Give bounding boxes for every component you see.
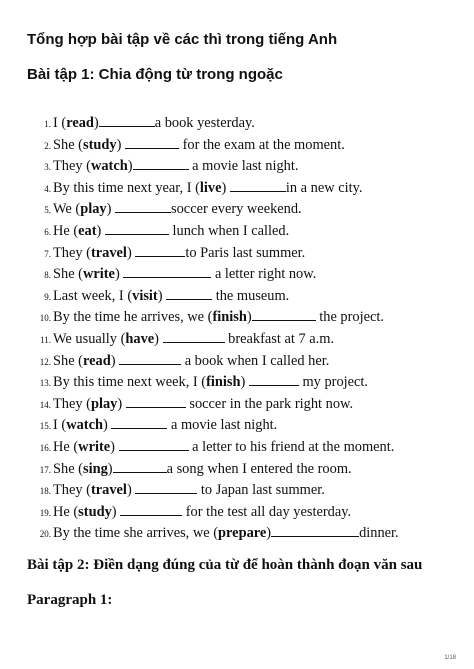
exercise-suffix: a letter right now. [211, 266, 317, 283]
exercise-prefix: By the time she arrives, we ( [53, 525, 219, 542]
exercise-number: 14. [39, 399, 51, 410]
exercise-suffix: soccer in the park right now. [185, 395, 354, 412]
exercise-close-paren: ) [110, 439, 119, 455]
exercise-suffix: in a new city. [285, 179, 363, 196]
exercise-prefix: They ( [53, 158, 91, 175]
exercise-number: 16. [39, 443, 51, 453]
exercise-verb: watch [90, 158, 128, 175]
exercise-close-paren: ) [157, 287, 167, 304]
answer-blank [230, 180, 286, 192]
answer-blank [119, 439, 189, 451]
exercise-suffix: lunch when I called. [168, 223, 290, 239]
exercise-item [28, 264, 316, 284]
exercise-verb: finish [206, 374, 241, 391]
answer-blank [111, 417, 167, 429]
exercise-prefix: By this time next year, I ( [53, 179, 200, 196]
exercise-item [28, 329, 334, 349]
exercise-verb: visit [132, 287, 158, 304]
exercise-suffix: to Paris last summer. [185, 244, 306, 261]
answer-blank [135, 482, 197, 494]
exercise-item [28, 351, 329, 371]
exercise-number: 13. [39, 378, 51, 389]
answer-blank [135, 245, 185, 257]
answer-blank [252, 309, 316, 321]
exercise-item [28, 178, 362, 198]
exercise-close-paren: ) [102, 417, 112, 434]
exercise-number: 17. [39, 464, 51, 475]
exercise-number: 20. [39, 529, 51, 540]
exercise-close-paren: ) [114, 266, 124, 283]
exercise-number: 19. [39, 507, 51, 518]
exercise-item [28, 523, 399, 543]
exercise-prefix: She ( [53, 136, 83, 153]
exercise-close-paren: ) [116, 136, 125, 153]
exercise-item [28, 372, 368, 392]
page-number: 1/18 [444, 655, 456, 661]
exercise-number: 12. [39, 356, 51, 367]
exercise-prefix: He ( [53, 439, 79, 455]
exercise-verb: prepare [218, 525, 267, 542]
exercise-verb: live [199, 179, 222, 196]
exercise-number: 6. [44, 227, 51, 237]
exercise1-heading: Bài tập 1: Chia động từ trong ngoặc [27, 66, 283, 83]
exercise-close-paren: ) [266, 525, 272, 542]
exercise-suffix: a song when I entered the room. [166, 460, 352, 477]
answer-blank [105, 223, 169, 235]
exercise-prefix: I ( [53, 115, 67, 131]
exercise-verb: sing [82, 460, 108, 477]
exercise-prefix: They ( [53, 482, 91, 499]
exercise-item [28, 394, 353, 414]
exercise-verb: play [80, 201, 107, 218]
exercise-prefix: Last week, I ( [53, 287, 133, 304]
answer-blank [99, 115, 155, 127]
exercise-number: 1. [44, 119, 51, 129]
exercise-verb: watch [66, 417, 103, 434]
exercise-close-paren: ) [240, 374, 249, 391]
exercise-verb: study [82, 136, 117, 153]
exercise-suffix: to Japan last summer. [197, 482, 325, 499]
answer-blank [123, 266, 211, 278]
exercise-item [28, 502, 351, 522]
answer-blank [119, 353, 181, 365]
exercise-prefix: By this time next week, I ( [53, 374, 207, 391]
exercise-number: 5. [44, 205, 51, 216]
exercise-item [28, 307, 384, 327]
exercise-suffix: a movie last night. [188, 158, 299, 175]
exercise-verb: read [66, 115, 94, 131]
exercise-prefix: They ( [53, 395, 91, 412]
exercise-suffix: for the test all day yesterday. [182, 503, 352, 520]
exercise-item [28, 156, 298, 176]
answer-blank [166, 288, 212, 300]
exercise-verb: travel [90, 244, 127, 261]
exercise-number: 8. [44, 270, 51, 281]
exercise-close-paren: ) [126, 244, 136, 261]
exercise-item [28, 480, 325, 500]
exercise-prefix: He ( [53, 223, 79, 239]
exercise-close-paren: ) [93, 115, 99, 131]
exercise-item [28, 286, 289, 306]
exercise-number: 15. [39, 421, 51, 432]
exercise-close-paren: ) [127, 158, 133, 175]
exercise-item [28, 243, 305, 263]
exercise-number: 2. [44, 140, 51, 151]
exercise-verb: write [82, 266, 115, 283]
exercise-verb: write [78, 439, 111, 455]
exercise-verb: travel [90, 482, 127, 499]
exercise-suffix: the museum. [212, 287, 290, 304]
exercise-verb: study [78, 503, 112, 520]
exercise-suffix: my project. [298, 374, 369, 391]
exercise-close-paren: ) [107, 460, 113, 477]
exercise-suffix: soccer every weekend. [171, 201, 302, 218]
exercise-close-paren: ) [221, 179, 230, 196]
exercise-number: 7. [44, 248, 51, 259]
exercise-prefix: By the time he arrives, we ( [53, 309, 213, 326]
exercise-suffix: dinner. [359, 525, 399, 542]
exercise-prefix: She ( [53, 352, 83, 369]
exercise-number: 3. [44, 162, 51, 173]
exercise-number: 11. [40, 335, 51, 345]
exercise-item [28, 135, 345, 155]
document-title: Tổng hợp bài tập về các thì trong tiếng Anh [27, 31, 338, 48]
answer-blank [133, 158, 189, 170]
exercise-verb: eat [78, 223, 97, 239]
exercise-item [28, 437, 394, 457]
exercise-verb: have [125, 331, 155, 347]
exercise-close-paren: ) [110, 352, 120, 369]
exercise-close-paren: ) [154, 331, 163, 347]
exercise-close-paren: ) [126, 482, 136, 499]
exercise-number: 4. [44, 183, 51, 194]
exercise-close-paren: ) [117, 395, 126, 412]
exercise-suffix: a movie last night. [167, 417, 278, 434]
answer-blank [113, 461, 167, 473]
exercise-suffix: a letter to his friend at the moment. [188, 439, 395, 455]
exercise-number: 9. [44, 291, 51, 302]
exercise-suffix: for the exam at the moment. [178, 136, 345, 153]
answer-blank [120, 504, 182, 516]
paragraph-label: Paragraph 1: [27, 592, 113, 608]
exercise-suffix: a book yesterday. [154, 115, 255, 131]
exercise-item [28, 199, 302, 219]
exercise-verb: read [82, 352, 111, 369]
answer-blank [126, 396, 186, 408]
answer-blank [163, 331, 225, 343]
exercise-prefix: I ( [53, 417, 67, 434]
exercise-close-paren: ) [106, 201, 116, 218]
exercise-prefix: We usually ( [53, 331, 126, 347]
exercise-number: 18. [39, 486, 51, 497]
exercise-close-paren: ) [96, 223, 105, 239]
exercise-prefix: She ( [53, 266, 83, 283]
answer-blank [249, 374, 299, 386]
answer-blank [125, 137, 179, 149]
answer-blank [271, 525, 359, 537]
exercise-item [28, 459, 352, 479]
exercise-prefix: She ( [53, 460, 83, 477]
exercise-item [28, 113, 255, 133]
exercise-suffix: the project. [315, 309, 384, 326]
exercise-prefix: They ( [53, 244, 91, 261]
exercise-item [28, 415, 277, 435]
exercise-verb: finish [212, 309, 247, 326]
exercise-suffix: breakfast at 7 a.m. [224, 331, 335, 347]
exercise-prefix: He ( [53, 503, 79, 520]
exercise-close-paren: ) [246, 309, 252, 326]
exercise-close-paren: ) [111, 503, 121, 520]
answer-blank [115, 201, 171, 213]
exercise-prefix: We ( [53, 201, 81, 218]
exercise-suffix: a book when I called her. [181, 352, 330, 369]
exercise-item [28, 221, 289, 241]
exercise-verb: play [90, 395, 118, 412]
exercise2-heading: Bài tập 2: Điền dạng đúng của từ để hoàn thành đoạn văn sau [27, 557, 423, 573]
exercise-number: 10. [39, 313, 51, 324]
